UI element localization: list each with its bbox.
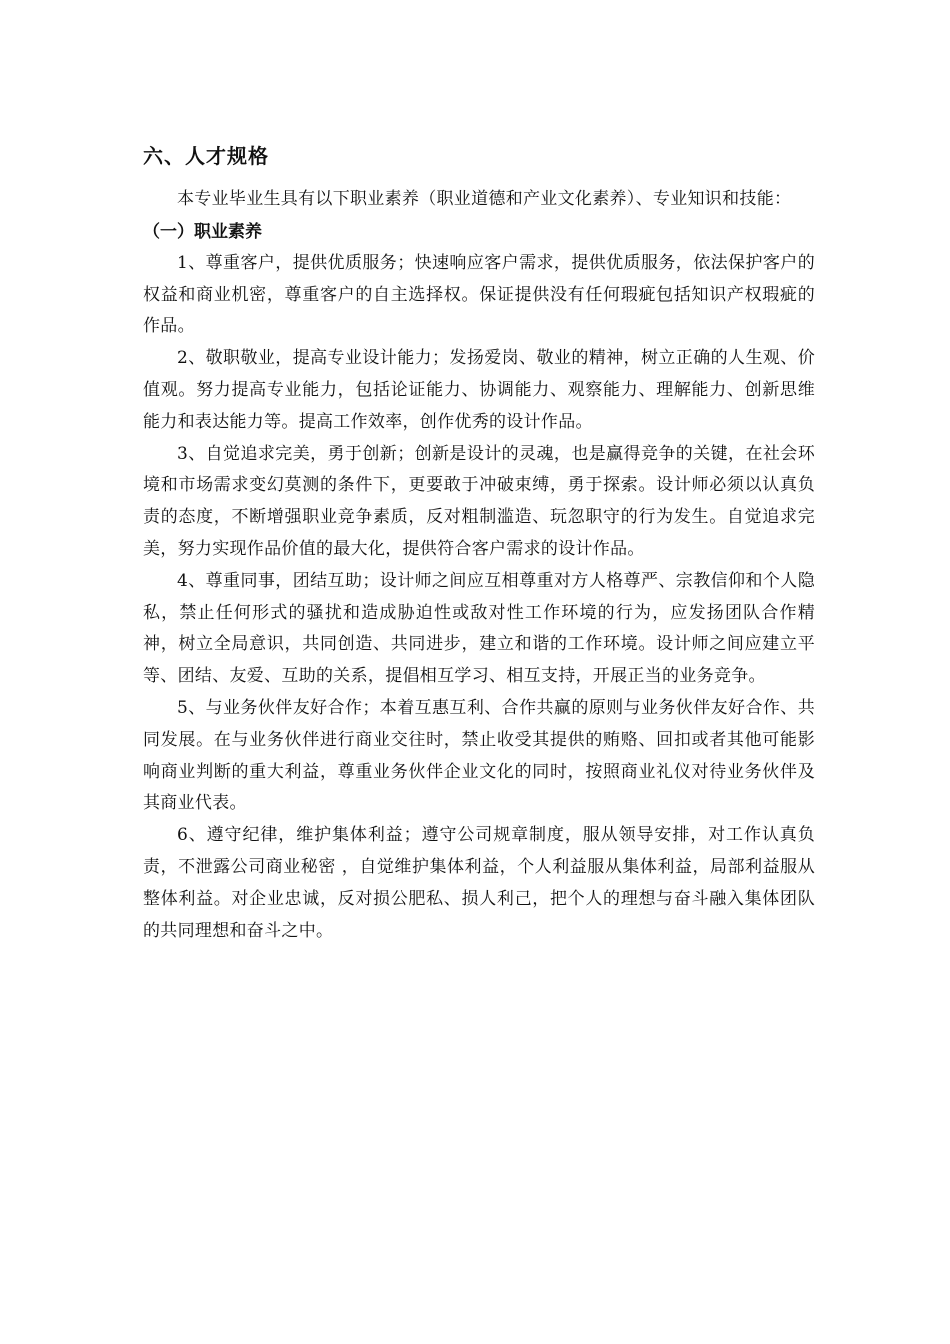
paragraph-item-4: 4、尊重同事，团结互助；设计师之间应互相尊重对方人格尊严、宗教信仰和个人隐私，禁止任何形式的骚扰和造成胁迫性或敌对性工作环境的行为，应发扬团队合作精神，树立全局意识，共同创造、共同进步，建立和谐的工作环境。设计师之间应建立平等、团结、友爱、互助的关系，提倡相互学习、相互支持，开展正当的业务竞争。 [143,570,815,687]
paragraph-item-6: 6、遵守纪律，维护集体利益；遵守公司规章制度，服从领导安排，对工作认真负责，不泄露公司商业秘密 ，自觉维护集体利益，个人利益服从集体利益，局部利益服从整体利益。对企业忠诚，反对损公肥私、损人利己，把个人的理想与奋斗融入集体团队的共同理想和奋斗之中。 [143,825,815,941]
paragraph-item-3: 3、自觉追求完美，勇于创新；创新是设计的灵魂，也是赢得竞争的关键，在社会环境和市场需求变幻莫测的条件下，更要敢于冲破束缚，勇于探索。设计师必须以认真负责的态度，不断增强职业竞争素质，反对粗制滥造、玩忽职守的行为发生。自觉追求完美，努力实现作品价值的最大化，提供符合客户需求的设计作品。 [143,443,815,559]
paragraph-item-2: 2、敬职敬业，提高专业设计能力；发扬爱岗、敬业的精神，树立正确的人生观、价值观。努力提高专业能力，包括论证能力、协调能力、观察能力、理解能力、创新思维能力和表达能力等。提高工作效率，创作优秀的设计作品。 [143,348,815,432]
document-body [143,140,815,947]
paragraph-item-5: 5、与业务伙伴友好合作；本着互惠互利、合作共赢的原则与业务伙伴友好合作、共同发展。在与业务伙伴进行商业交往时，禁止收受其提供的贿赂、回扣或者其他可能影响商业判断的重大利益，尊重业务伙伴企业文化的同时，按照商业礼仪对待业务伙伴及其商业代表。 [143,697,815,814]
subsection-title: （一）职业素养 [143,221,262,242]
section-title: 六、人才规格 [143,144,269,168]
intro-paragraph: 本专业毕业生具有以下职业素养（职业道德和产业文化素养）、专业知识和技能： [177,189,792,209]
paragraph-item-1: 1、尊重客户，提供优质服务；快速响应客户需求，提供优质服务，依法保护客户的权益和商业机密，尊重客户的自主选择权。保证提供没有任何瑕疵包括知识产权瑕疵的作品。 [143,252,815,337]
